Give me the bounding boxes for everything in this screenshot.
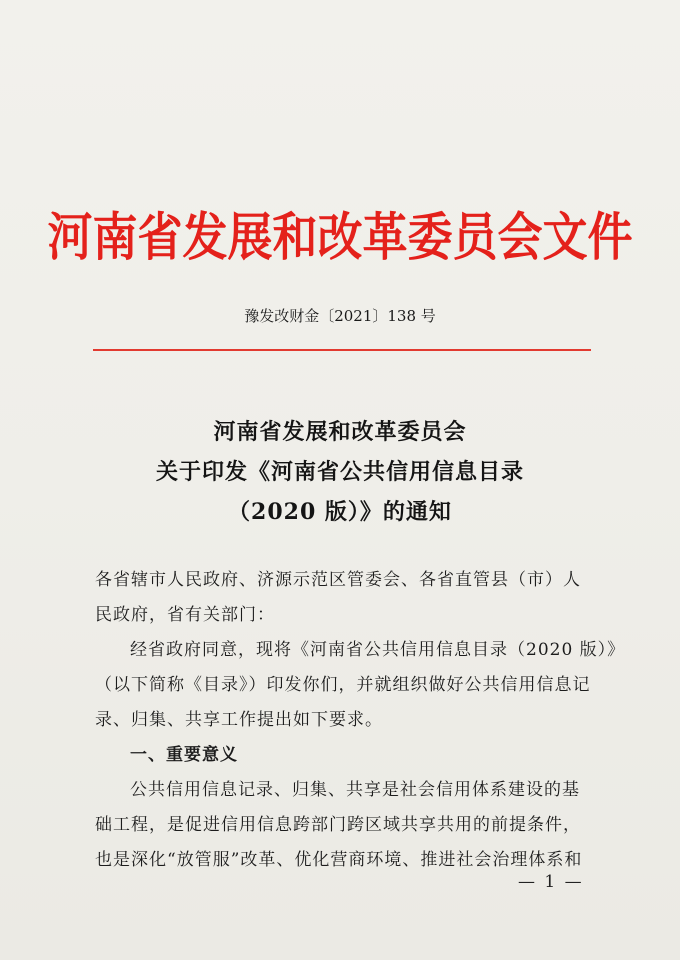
intro-line-2: （以下简称《目录》）印发你们，并就组织做好公共信用信息记 bbox=[95, 675, 591, 695]
red-divider-rule bbox=[93, 349, 591, 351]
document-number: 豫发改财金〔2021〕138 号 bbox=[244, 307, 436, 325]
section-1-line-3: 也是深化“放管服”改革、优化营商环境、推进社会治理体系和 bbox=[95, 850, 583, 870]
page-number: — 1 — bbox=[518, 872, 584, 892]
section-heading: 一、重要意义 bbox=[130, 745, 238, 765]
notice-title-line-1: 河南省发展和改革委员会 bbox=[213, 419, 467, 445]
recipients-line-1: 各省辖市人民政府、济源示范区管委会、各省直管县（市）人 bbox=[95, 570, 581, 590]
intro-line-1: 经省政府同意，现将《河南省公共信用信息目录（2020 版）》 bbox=[130, 640, 626, 660]
notice-title-line-3: （2020 版）》的通知 bbox=[228, 499, 452, 525]
section-1-line-1: 公共信用信息记录、归集、共享是社会信用体系建设的基 bbox=[130, 780, 580, 800]
intro-line-3: 录、归集、共享工作提出如下要求。 bbox=[95, 710, 383, 730]
recipients-line-2: 民政府，省有关部门： bbox=[95, 605, 275, 625]
section-1-line-2: 础工程，是促进信用信息跨部门跨区域共享共用的前提条件， bbox=[95, 815, 581, 835]
notice-title-line-2: 关于印发《河南省公共信用信息目录 bbox=[155, 459, 524, 485]
issuer-header: 河南省发展和改革委员会文件 bbox=[47, 206, 633, 268]
